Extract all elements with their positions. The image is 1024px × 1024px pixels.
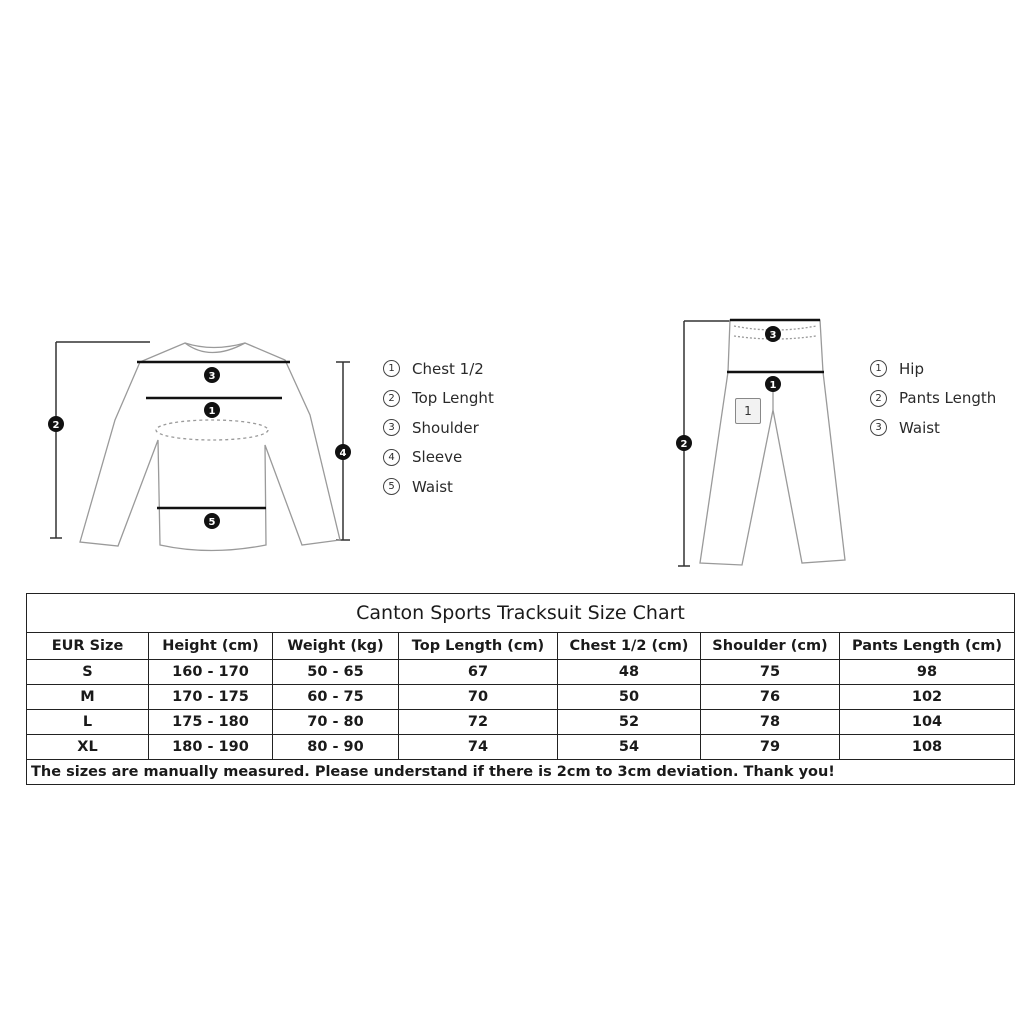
table-cell: XL (27, 735, 149, 760)
table-cell: 104 (840, 710, 1015, 735)
table-cell: 75 (701, 660, 840, 685)
table-cell: 52 (558, 710, 701, 735)
shirt-legend (383, 354, 494, 502)
legend-label: Pants Length (899, 389, 997, 408)
pants-marker-hip-label: 1 (769, 380, 777, 391)
table-cell: 67 (399, 660, 558, 685)
column-header: Height (cm) (149, 633, 273, 660)
pants-tag-label: 1 (735, 398, 761, 424)
shirt-marker-waist (204, 513, 220, 529)
column-header: Pants Length (cm) (840, 633, 1015, 660)
table-cell: 80 - 90 (273, 735, 399, 760)
table-note: The sizes are manually measured. Please understand if there is 2cm to 3cm deviation. Thank you! (27, 760, 1015, 785)
shirt-marker-shoulder-label: 3 (208, 371, 216, 382)
column-header: Weight (kg) (273, 633, 399, 660)
table-cell: 102 (840, 685, 1015, 710)
table-cell: 180 - 190 (149, 735, 273, 760)
pants-legend-item (870, 354, 996, 384)
table-row (27, 685, 1015, 710)
table-title-row (27, 594, 1015, 633)
table-cell: 160 - 170 (149, 660, 273, 685)
legend-number: 5 (383, 478, 400, 495)
shirt-marker-shoulder (204, 367, 220, 383)
pants-outline (700, 320, 845, 565)
table-cell: S (27, 660, 149, 685)
pants-marker-hip (765, 376, 781, 392)
legend-number: 1 (870, 360, 887, 377)
shirt-marker-sleeve (335, 444, 351, 460)
table-cell: 70 (399, 685, 558, 710)
table-row (27, 710, 1015, 735)
pants-legend-item (870, 384, 996, 414)
top-length-measure-line (50, 342, 150, 538)
table-cell: 48 (558, 660, 701, 685)
shirt-legend-item (383, 354, 494, 384)
table-cell: 175 - 180 (149, 710, 273, 735)
size-chart-table (26, 593, 1015, 785)
shirt-marker-chest-label: 1 (208, 406, 216, 417)
table-cell: 60 - 75 (273, 685, 399, 710)
legend-label: Shoulder (412, 418, 479, 437)
table-cell: 50 (558, 685, 701, 710)
legend-label: Top Lenght (412, 389, 494, 408)
table-cell: 108 (840, 735, 1015, 760)
shirt-marker-top-length (48, 416, 64, 432)
column-header: Chest 1/2 (cm) (558, 633, 701, 660)
table-cell: 79 (701, 735, 840, 760)
legend-label: Waist (412, 477, 453, 496)
legend-number: 2 (870, 390, 887, 407)
pants-marker-length (676, 435, 692, 451)
legend-label: Chest 1/2 (412, 359, 484, 378)
table-note-row (27, 760, 1015, 785)
table-cell: 74 (399, 735, 558, 760)
table-cell: L (27, 710, 149, 735)
pants-marker-waist-label: 3 (769, 330, 777, 341)
shirt-legend-item (383, 472, 494, 502)
table-cell: 50 - 65 (273, 660, 399, 685)
table-cell: M (27, 685, 149, 710)
shirt-legend-item (383, 384, 494, 414)
legend-number: 2 (383, 390, 400, 407)
table-cell: 76 (701, 685, 840, 710)
legend-label: Hip (899, 359, 924, 378)
pants-marker-length-label: 2 (680, 439, 688, 450)
table-row (27, 660, 1015, 685)
column-header: Shoulder (cm) (701, 633, 840, 660)
column-header: EUR Size (27, 633, 149, 660)
shirt-marker-top-length-label: 2 (52, 420, 60, 431)
table-cell: 72 (399, 710, 558, 735)
shirt-legend-item (383, 443, 494, 473)
legend-label: Sleeve (412, 448, 463, 467)
table-cell: 54 (558, 735, 701, 760)
column-header: Top Length (cm) (399, 633, 558, 660)
table-row (27, 735, 1015, 760)
pants-legend-item (870, 413, 996, 443)
shirt-diagram (0, 330, 370, 560)
table-cell: 70 - 80 (273, 710, 399, 735)
shirt-legend-item (383, 413, 494, 443)
legend-number: 3 (383, 419, 400, 436)
table-cell: 78 (701, 710, 840, 735)
legend-number: 1 (383, 360, 400, 377)
shirt-marker-waist-label: 5 (208, 517, 216, 528)
table-cell: 170 - 175 (149, 685, 273, 710)
legend-number: 4 (383, 449, 400, 466)
pants-diagram (670, 310, 860, 575)
legend-label: Waist (899, 418, 940, 437)
pants-marker-waist (765, 326, 781, 342)
legend-number: 3 (870, 419, 887, 436)
shirt-marker-chest (204, 402, 220, 418)
table-cell: 98 (840, 660, 1015, 685)
table-title: Canton Sports Tracksuit Size Chart (27, 594, 1015, 633)
pants-legend (870, 354, 996, 443)
shirt-marker-sleeve-label: 4 (339, 448, 347, 459)
table-header-row (27, 633, 1015, 660)
